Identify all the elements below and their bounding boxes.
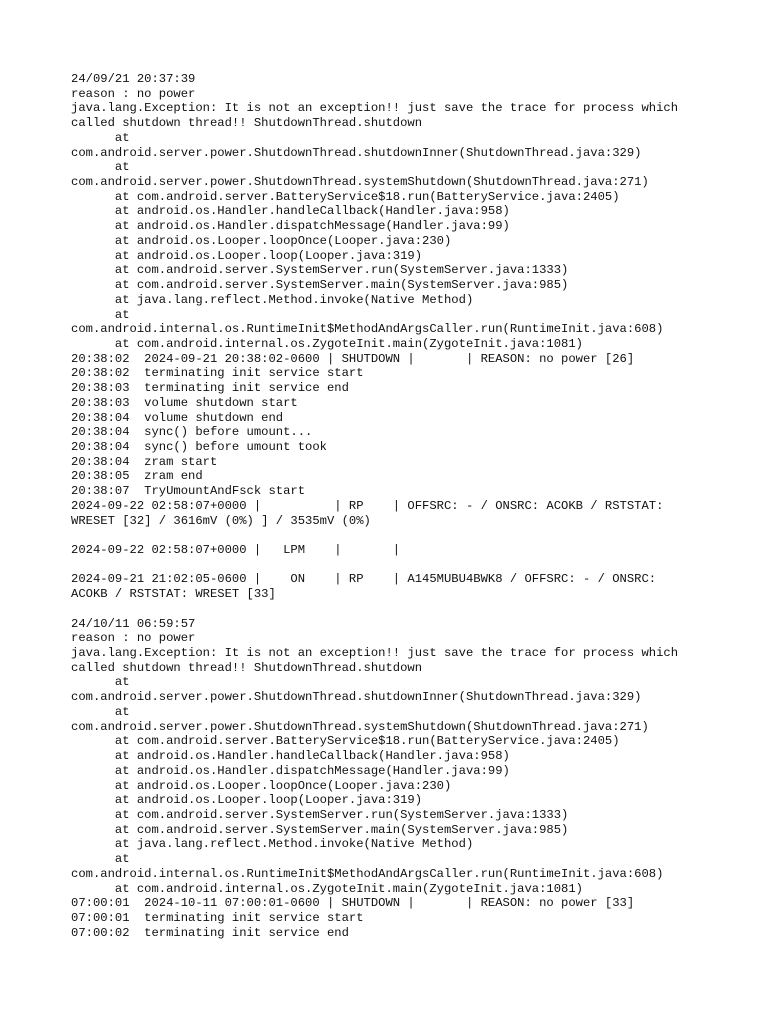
log-line: 20:38:07 TryUmountAndFsck start (71, 484, 306, 499)
log-line: called shutdown thread!! ShutdownThread.shutdown (71, 660, 423, 675)
log-line: com.android.server.power.ShutdownThread.shutdownInner(ShutdownThread.java:329) (71, 145, 642, 160)
log-line: at com.android.server.SystemServer.main(SystemServer.java:985) (71, 278, 569, 293)
log-line: reason : no power (71, 86, 196, 101)
log-line: at com.android.server.BatteryService$18.run(BatteryService.java:2405) (71, 734, 620, 749)
log-line: 20:38:02 2024-09-21 20:38:02-0600 | SHUTDOWN | | REASON: no power [26] (71, 351, 635, 366)
log-line: com.android.server.power.ShutdownThread.shutdownInner(ShutdownThread.java:329) (71, 690, 642, 705)
log-line: at android.os.Looper.loop(Looper.java:319) (71, 793, 423, 808)
log-line: at (71, 704, 130, 719)
log-line: 20:38:05 zram end (71, 469, 203, 484)
log-line: 07:00:01 2024-10-11 07:00:01-0600 | SHUTDOWN | | REASON: no power [33] (71, 896, 635, 911)
log-text-block (71, 72, 731, 940)
log-line: at android.os.Looper.loopOnce(Looper.java:230) (71, 778, 452, 793)
log-line: called shutdown thread!! ShutdownThread.shutdown (71, 116, 423, 131)
log-line: 24/09/21 20:37:39 (71, 72, 196, 86)
log-line: 20:38:04 sync() before umount... (71, 425, 313, 440)
log-line: at com.android.server.BatteryService$18.run(BatteryService.java:2405) (71, 189, 620, 204)
log-line: at android.os.Looper.loopOnce(Looper.java:230) (71, 233, 452, 248)
log-line: at com.android.internal.os.ZygoteInit.main(ZygoteInit.java:1081) (71, 881, 583, 896)
log-line: 20:38:02 terminating init service start (71, 366, 364, 381)
log-line: ACOKB / RSTSTAT: WRESET [33] (71, 587, 276, 602)
log-line: java.lang.Exception: It is not an exception!! just save the trace for process which (71, 101, 679, 116)
log-line: at android.os.Handler.dispatchMessage(Handler.java:99) (71, 219, 510, 234)
log-line: at android.os.Handler.handleCallback(Handler.java:958) (71, 204, 510, 219)
log-line: com.android.internal.os.RuntimeInit$MethodAndArgsCaller.run(RuntimeInit.java:608) (71, 866, 664, 881)
log-line: reason : no power (71, 631, 196, 646)
log-line: at (71, 307, 130, 322)
log-line: at (71, 852, 130, 867)
log-line: 2024-09-22 02:58:07+0000 | | RP | OFFSRC: - / ONSRC: ACOKB / RSTSTAT: (71, 498, 664, 513)
log-line: 20:38:04 volume shutdown end (71, 410, 284, 425)
log-line: at java.lang.reflect.Method.invoke(Native Method) (71, 837, 474, 852)
log-line: 20:38:04 zram start (71, 454, 218, 469)
log-line: at android.os.Looper.loop(Looper.java:319) (71, 248, 423, 263)
log-line: com.android.server.power.ShutdownThread.systemShutdown(ShutdownThread.java:271) (71, 175, 649, 190)
log-line: at (71, 160, 130, 175)
log-line: 07:00:01 terminating init service start (71, 910, 364, 925)
log-line: com.android.server.power.ShutdownThread.systemShutdown(ShutdownThread.java:271) (71, 719, 649, 734)
log-line: at com.android.server.SystemServer.run(SystemServer.java:1333) (71, 807, 569, 822)
log-line: 2024-09-22 02:58:07+0000 | LPM | | (71, 543, 401, 557)
log-line: at android.os.Handler.dispatchMessage(Handler.java:99) (71, 763, 510, 778)
log-line: 20:38:03 volume shutdown start (71, 395, 298, 410)
log-line (71, 602, 731, 617)
log-line: 07:00:02 terminating init service end (71, 925, 349, 940)
log-line: at com.android.server.SystemServer.main(SystemServer.java:985) (71, 822, 569, 837)
log-line: 20:38:04 sync() before umount took (71, 439, 327, 454)
log-line (71, 528, 731, 543)
log-line: at java.lang.reflect.Method.invoke(Native Method) (71, 292, 474, 307)
log-line: WRESET [32] / 3616mV (0%) ] / 3535mV (0%) (71, 513, 371, 528)
log-line: at com.android.internal.os.ZygoteInit.main(ZygoteInit.java:1081) (71, 336, 583, 351)
log-line: at (71, 675, 130, 690)
log-line: at com.android.server.SystemServer.run(SystemServer.java:1333) (71, 263, 569, 278)
log-line: at (71, 130, 130, 145)
log-line: at android.os.Handler.handleCallback(Handler.java:958) (71, 749, 510, 764)
log-line: 24/10/11 06:59:57 (71, 616, 196, 631)
log-line: 2024-09-21 21:02:05-0600 | ON | RP | A145MUBU4BWK8 / OFFSRC: - / ONSRC: (71, 572, 657, 587)
log-line: java.lang.Exception: It is not an exception!! just save the trace for process which (71, 646, 679, 661)
log-line: com.android.internal.os.RuntimeInit$MethodAndArgsCaller.run(RuntimeInit.java:608) (71, 322, 664, 337)
log-line (71, 558, 731, 573)
log-line: 20:38:03 terminating init service end (71, 381, 349, 396)
